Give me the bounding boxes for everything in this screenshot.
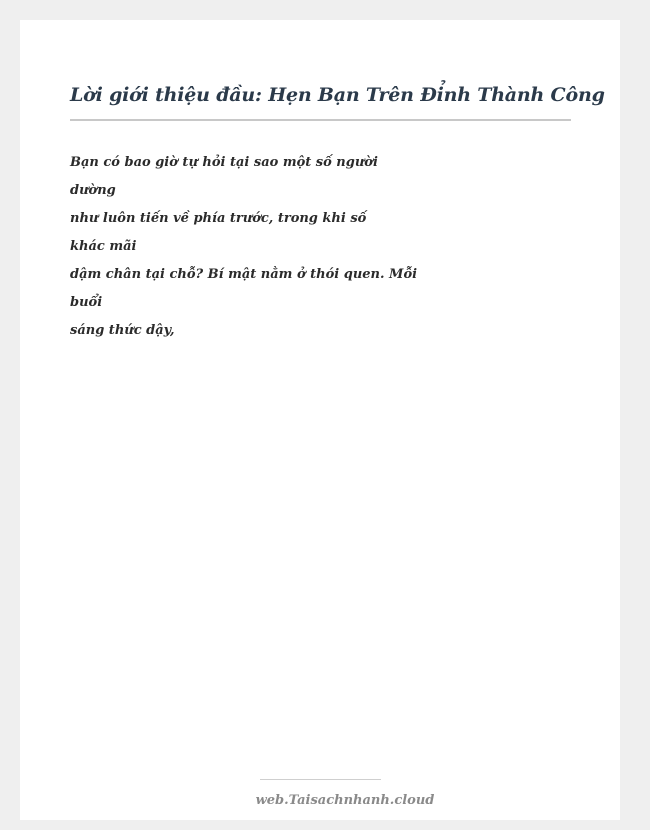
title-divider — [70, 119, 571, 121]
page-title: Lời giới thiệu đầu: Hẹn Bạn Trên Đỉnh Thành Công — [70, 84, 605, 106]
text-line: như luôn tiến về phía trước, trong khi số — [70, 211, 367, 226]
footer-website: web.Taisachnhanh.cloud — [255, 793, 435, 808]
text-line: dường — [70, 183, 116, 198]
footer-divider — [260, 779, 381, 780]
text-line: dậm chân tại chỗ? Bí mật nằm ở thói quen. Mỗi — [70, 267, 418, 282]
body-text — [70, 153, 470, 349]
document-page — [20, 20, 620, 820]
text-line: khác mãi — [70, 239, 137, 254]
text-line: Bạn có bao giờ tự hỏi tại sao một số người — [70, 155, 378, 170]
text-line: buổi — [70, 295, 103, 310]
text-line: sáng thức dậy, — [70, 323, 175, 338]
